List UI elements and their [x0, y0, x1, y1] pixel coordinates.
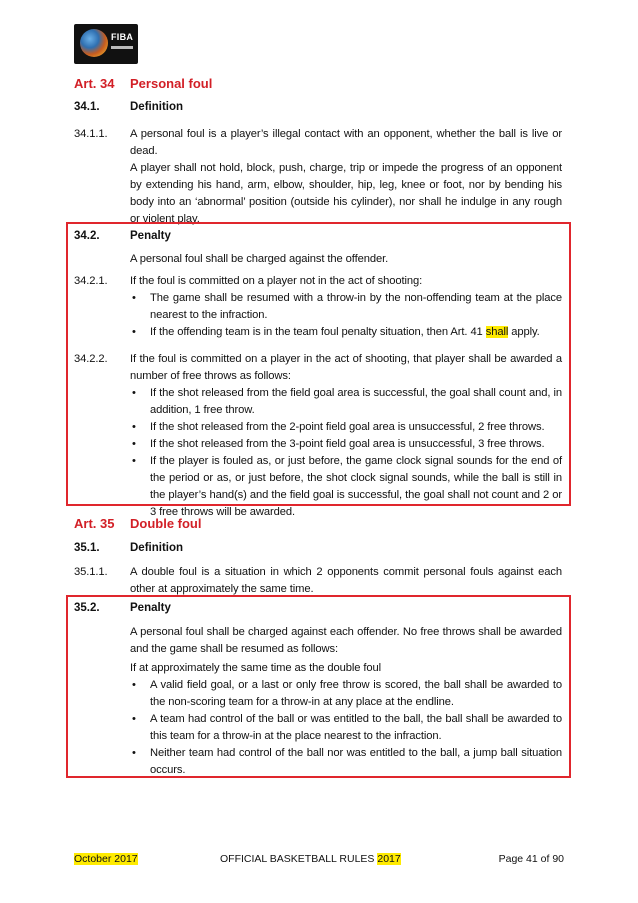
highlighted-word: shall [485, 326, 509, 338]
footer-year: 2017 [377, 853, 401, 865]
list-item: • If the player is fouled as, or just before, the game clock signal sounds for the end of the period or as, or just before, the shot clock signal sounds, while the ball is still in the player’s hand(s) and the field goal is successful, the goal shall not count and 2 or 3 free throws will be awarded. [132, 455, 562, 518]
bullet-icon: • [132, 455, 136, 467]
para-35-2-text: A personal foul shall be charged against each offender. No free throws shall be awarded and the game shall be resumed as follows: [130, 626, 562, 655]
footer-date: October 2017 [74, 853, 138, 865]
para-34-1-1-text: A personal foul is a player’s illegal contact with an opponent, whether the ball is live or dead. [130, 128, 562, 157]
section-35-1-title: Definition [130, 542, 184, 554]
bullet-icon: • [132, 713, 136, 725]
list-34-2-1 [130, 290, 562, 341]
para-34-2-2-text: If the foul is committed on a player in the act of shooting, that player shall be awarded a number of free throws as follows: [130, 353, 562, 382]
para-34-2-1-number: 34.2.1. [74, 275, 108, 287]
para-34-2-text: A personal foul shall be charged against the offender. [130, 253, 389, 265]
para-35-2-intro: If at approximately the same time as the double foul [130, 662, 382, 674]
bullet-icon: • [132, 326, 136, 338]
section-35-2-title: Penalty [130, 602, 171, 614]
para-35-1-1-number: 35.1.1. [74, 566, 108, 578]
bullet-icon: • [132, 747, 136, 759]
para-34-1-1-number: 34.1.1. [74, 128, 108, 140]
list-item: • A valid field goal, or a last or only free throw is scored, the ball shall be awarded to the non-scoring team for a throw-in at any place at the endline. [132, 679, 562, 708]
list-item: • A team had control of the ball or was entitled to the ball, the ball shall be awarded to this team for a throw-in at the place nearest to the infraction. [132, 713, 562, 742]
art34-title: Personal foul [130, 76, 213, 91]
list-35-2 [130, 677, 562, 779]
art35-number: Art. 35 [74, 516, 115, 531]
logo-text: FIBA [111, 32, 134, 42]
para-34-1-1-detail: A player shall not hold, block, push, charge, trip or impede the progress of an opponent by extending his hand, arm, elbow, shoulder, hip, leg, knee or foot, nor by bending his body into an ‘abnormal’ position (outside his cylinder), nor shall he indulge in any rough or violent play. [130, 162, 562, 225]
bullet-icon: • [132, 421, 136, 433]
section-34-2-title: Penalty [130, 230, 171, 242]
footer-title: OFFICIAL BASKETBALL RULES 2017 [220, 853, 401, 865]
bullet-icon: • [132, 679, 136, 691]
para-35-1-1-text: A double foul is a situation in which 2 opponents commit personal fouls against each other at approximately the same time. [130, 566, 562, 595]
list-item: • If the offending team is in the team foul penalty situation, then Art. 41 shall apply. [130, 324, 562, 341]
para-34-2-1-text: If the foul is committed on a player not in the act of shooting: [130, 275, 423, 287]
list-item: • Neither team had control of the ball nor was entitled to the ball, a jump ball situation occurs. [132, 747, 562, 776]
fiba-logo [74, 24, 138, 64]
art35-title: Double foul [130, 516, 202, 531]
list-item: • The game shall be resumed with a throw-in by the non-offending team at the place nearest to the infraction. [132, 292, 562, 321]
footer-page-number: Page 41 of 90 [498, 853, 564, 865]
section-34-1-title: Definition [130, 101, 184, 113]
section-35-2-number: 35.2. [74, 602, 100, 614]
section-34-2-number: 34.2. [74, 230, 100, 242]
list-item: • If the shot released from the field goal area is successful, the goal shall count and, in addition, 1 free throw. [132, 387, 562, 416]
para-34-2-2-number: 34.2.2. [74, 353, 108, 365]
art34-number: Art. 34 [74, 76, 115, 91]
logo-tagline-mark [111, 46, 133, 49]
section-34-1-number: 34.1. [74, 101, 100, 113]
list-item: • If the shot released from the 2-point field goal area is unsuccessful, 2 free throws. [130, 419, 562, 436]
bullet-icon: • [132, 387, 136, 399]
basketball-globe-icon [80, 29, 108, 57]
list-34-2-2 [130, 385, 562, 521]
list-item: • If the shot released from the 3-point field goal area is unsuccessful, 3 free throws. [130, 436, 562, 453]
section-35-1-number: 35.1. [74, 542, 100, 554]
bullet-icon: • [132, 438, 136, 450]
bullet-icon: • [132, 292, 136, 304]
